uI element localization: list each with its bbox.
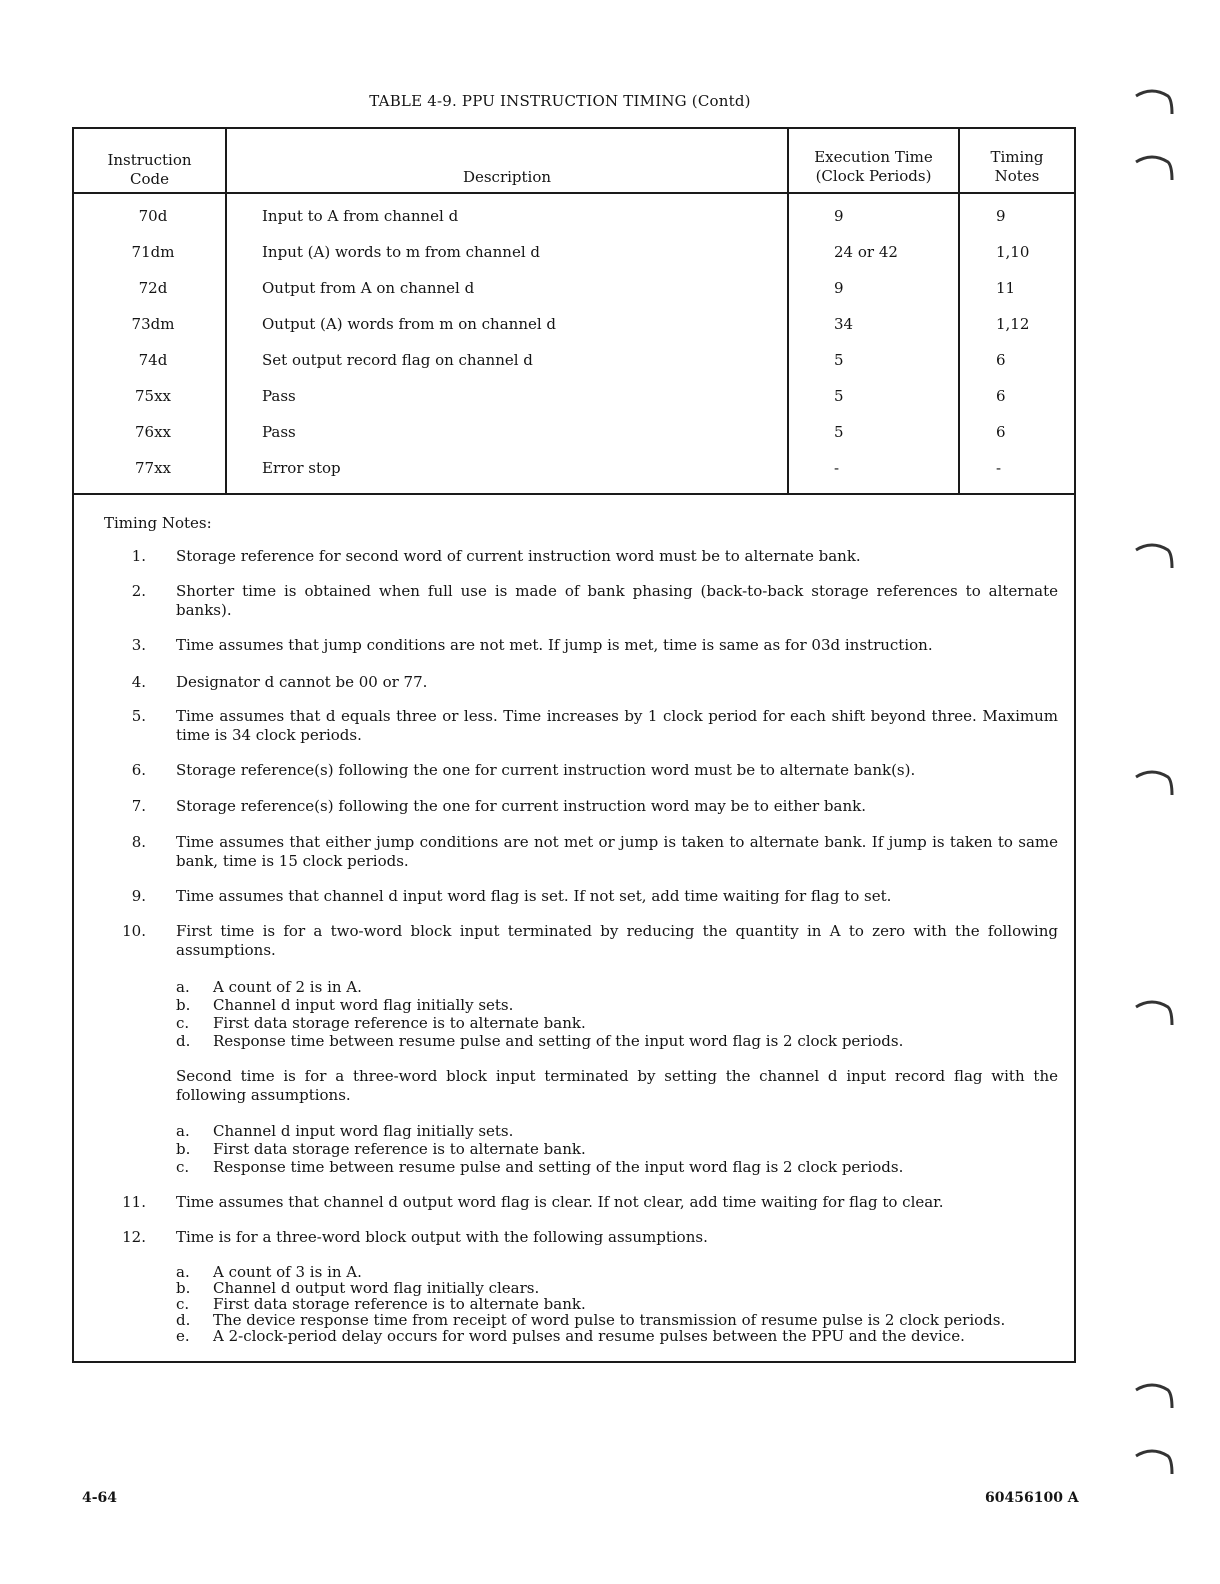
timing-table [72, 127, 1076, 1363]
timing-note [104, 707, 1058, 745]
note-number: 1. [131, 547, 146, 565]
row-code: 71dm [131, 243, 175, 261]
binder-clip-icon [1132, 1378, 1176, 1412]
header-notes-line2: Notes [994, 167, 1040, 185]
note-text: Time assumes that either jump conditions are not met or jump is taken to alternate bank. If jump is taken to same bank, time is 15 clock periods. [176, 833, 1058, 870]
timing-notes-title: Timing Notes: [104, 514, 212, 532]
row-exec-time: - [834, 459, 840, 477]
sub-item-text: First data storage reference is to alternate bank. [213, 1014, 586, 1032]
timing-note [104, 833, 1058, 871]
note-text: Storage reference(s) following the one for current instruction word must be to alternate bank(s). [176, 761, 916, 779]
header-execution-time [789, 148, 958, 186]
sub-item-text: Channel d input word flag initially sets. [213, 1122, 514, 1140]
sub-item-text: Response time between resume pulse and setting of the input word flag is 2 clock periods. [213, 1158, 904, 1176]
note-text: Storage reference for second word of current instruction word must be to alternate bank. [176, 547, 861, 565]
header-divider [74, 192, 1074, 194]
sub-item-letter: c. [176, 1295, 190, 1313]
timing-note [104, 1193, 1058, 1212]
sub-item-letter: d. [176, 1311, 191, 1329]
note-text: Time assumes that d equals three or less. Time increases by 1 clock period for each shift beyond three. Maximum time is 34 clock periods. [176, 707, 1058, 744]
row-exec-time: 5 [834, 351, 844, 369]
table-row [74, 315, 1074, 337]
sub-item-text: Channel d output word flag initially clears. [213, 1279, 540, 1297]
table-row [74, 279, 1074, 301]
sub-item [176, 978, 1054, 996]
sub-item-text: Response time between resume pulse and setting of the input word flag is 2 clock periods. [213, 1032, 904, 1050]
note-number: 9. [131, 887, 146, 905]
note-text: Designator d cannot be 00 or 77. [176, 673, 428, 691]
binder-clip-icon [1132, 765, 1176, 799]
note-text: First time is for a two-word block input terminated by reducing the quantity in A to zero with the following assumptions. [176, 922, 1058, 959]
note-text: Time assumes that channel d output word flag is clear. If not clear, add time waiting for flag to clear. [176, 1193, 944, 1211]
header-description: Description [462, 168, 552, 186]
timing-note [104, 761, 1058, 780]
note-number: 8. [131, 833, 146, 851]
note-text: Time is for a three-word block output with the following assumptions. [176, 1228, 708, 1246]
sub-item [176, 1122, 1054, 1140]
sub-item-letter: e. [176, 1327, 190, 1345]
note-text: Shorter time is obtained when full use is made of bank phasing (back-to-back storage references to alternate banks). [176, 582, 1058, 619]
row-code: 70d [138, 207, 168, 225]
table-row [74, 387, 1074, 409]
sub-item [176, 1140, 1054, 1158]
header-code-line2: Code [130, 170, 169, 188]
timing-note [104, 582, 1058, 620]
timing-note [104, 636, 1058, 655]
table-row [74, 459, 1074, 481]
sub-item-text: A 2-clock-period delay occurs for word pulses and resume pulses between the PPU and the device. [213, 1327, 965, 1345]
row-timing-notes: 1,10 [996, 243, 1030, 261]
binder-clip-icon [1132, 995, 1176, 1029]
row-exec-time: 5 [834, 387, 844, 405]
table-row [74, 207, 1074, 229]
note-number: 12. [122, 1228, 146, 1246]
timing-note [104, 673, 1058, 692]
header-notes-line1: Timing [990, 148, 1044, 166]
row-description: Input to A from channel d [262, 207, 459, 225]
row-description: Output (A) words from m on channel d [262, 315, 557, 333]
header-instruction-code [74, 151, 225, 189]
table-bottom-divider [74, 493, 1074, 495]
row-code: 73dm [131, 315, 175, 333]
row-exec-time: 9 [834, 279, 844, 297]
row-timing-notes: 6 [996, 423, 1006, 441]
sub-item [176, 996, 1054, 1014]
table-row [74, 243, 1074, 265]
sub-item-letter: c. [176, 1158, 190, 1176]
row-description: Pass [262, 423, 296, 441]
row-code: 72d [138, 279, 168, 297]
sub-item-letter: d. [176, 1032, 191, 1050]
row-code: 76xx [134, 423, 171, 441]
row-description: Set output record flag on channel d [262, 351, 533, 369]
sub-item-text: Channel d input word flag initially sets. [213, 996, 514, 1014]
note-number: 6. [131, 761, 146, 779]
timing-note [104, 547, 1058, 566]
table-row [74, 351, 1074, 373]
row-exec-time: 5 [834, 423, 844, 441]
sub-item [176, 1327, 1054, 1345]
row-exec-time: 34 [834, 315, 854, 333]
sub-item [176, 1014, 1054, 1032]
row-timing-notes: 6 [996, 387, 1006, 405]
note-number: 11. [122, 1193, 146, 1211]
row-timing-notes: 1,12 [996, 315, 1030, 333]
row-code: 77xx [134, 459, 171, 477]
row-exec-time: 9 [834, 207, 844, 225]
row-code: 74d [138, 351, 168, 369]
header-timing-notes [960, 148, 1074, 186]
sub-item [176, 1158, 1054, 1176]
binder-clip-icon [1132, 150, 1176, 184]
row-description: Input (A) words to m from channel d [262, 243, 540, 261]
note-number: 3. [131, 636, 146, 654]
row-timing-notes: 6 [996, 351, 1006, 369]
sub-item-text: The device response time from receipt of word pulse to transmission of resume pulse is 2 clock periods. [213, 1311, 1006, 1329]
note-number: 4. [131, 673, 146, 691]
row-timing-notes: 11 [996, 279, 1016, 297]
document-number: 60456100 A [985, 1490, 1079, 1506]
header-exec-line2: (Clock Periods) [815, 167, 932, 185]
sub-item [176, 1032, 1054, 1050]
timing-note [104, 1228, 1058, 1247]
header-code-line1: Instruction [107, 151, 192, 169]
timing-note [104, 922, 1058, 960]
sub-item-letter: a. [176, 978, 190, 996]
note-text: Time assumes that jump conditions are not met. If jump is met, time is same as for 03d instruction. [176, 636, 933, 654]
note-number: 2. [131, 582, 146, 600]
timing-note [104, 797, 1058, 816]
note10-second-paragraph: Second time is for a three-word block input terminated by setting the channel d input record flag with the following assumptions. [176, 1067, 1058, 1104]
sub-item-text: A count of 3 is in A. [213, 1263, 362, 1281]
header-exec-line1: Execution Time [814, 148, 933, 166]
row-description: Pass [262, 387, 296, 405]
table-row [74, 423, 1074, 445]
table-title: TABLE 4-9. PPU INSTRUCTION TIMING (Contd) [369, 92, 751, 110]
sub-item-letter: b. [176, 996, 191, 1014]
sub-item-text: A count of 2 is in A. [213, 978, 362, 996]
binder-clip-icon [1132, 84, 1176, 118]
note-number: 7. [131, 797, 146, 815]
row-exec-time: 24 or 42 [834, 243, 898, 261]
sub-item-letter: b. [176, 1279, 191, 1297]
sub-item-letter: c. [176, 1014, 190, 1032]
timing-note [104, 887, 1058, 906]
sub-item-text: First data storage reference is to alternate bank. [213, 1295, 586, 1313]
sub-item-text: First data storage reference is to alternate bank. [213, 1140, 586, 1158]
sub-item-letter: a. [176, 1122, 190, 1140]
row-description: Error stop [262, 459, 341, 477]
row-description: Output from A on channel d [262, 279, 475, 297]
row-code: 75xx [134, 387, 171, 405]
row-timing-notes: - [996, 459, 1002, 477]
page-number: 4-64 [82, 1490, 118, 1506]
sub-item-letter: a. [176, 1263, 190, 1281]
binder-clip-icon [1132, 1444, 1176, 1478]
binder-clip-icon [1132, 538, 1176, 572]
sub-item-letter: b. [176, 1140, 191, 1158]
note-number: 5. [131, 707, 146, 725]
note-number: 10. [122, 922, 146, 940]
note-text: Time assumes that channel d input word flag is set. If not set, add time waiting for flag to set. [176, 887, 892, 905]
row-timing-notes: 9 [996, 207, 1006, 225]
note-text: Storage reference(s) following the one for current instruction word may be to either bank. [176, 797, 866, 815]
